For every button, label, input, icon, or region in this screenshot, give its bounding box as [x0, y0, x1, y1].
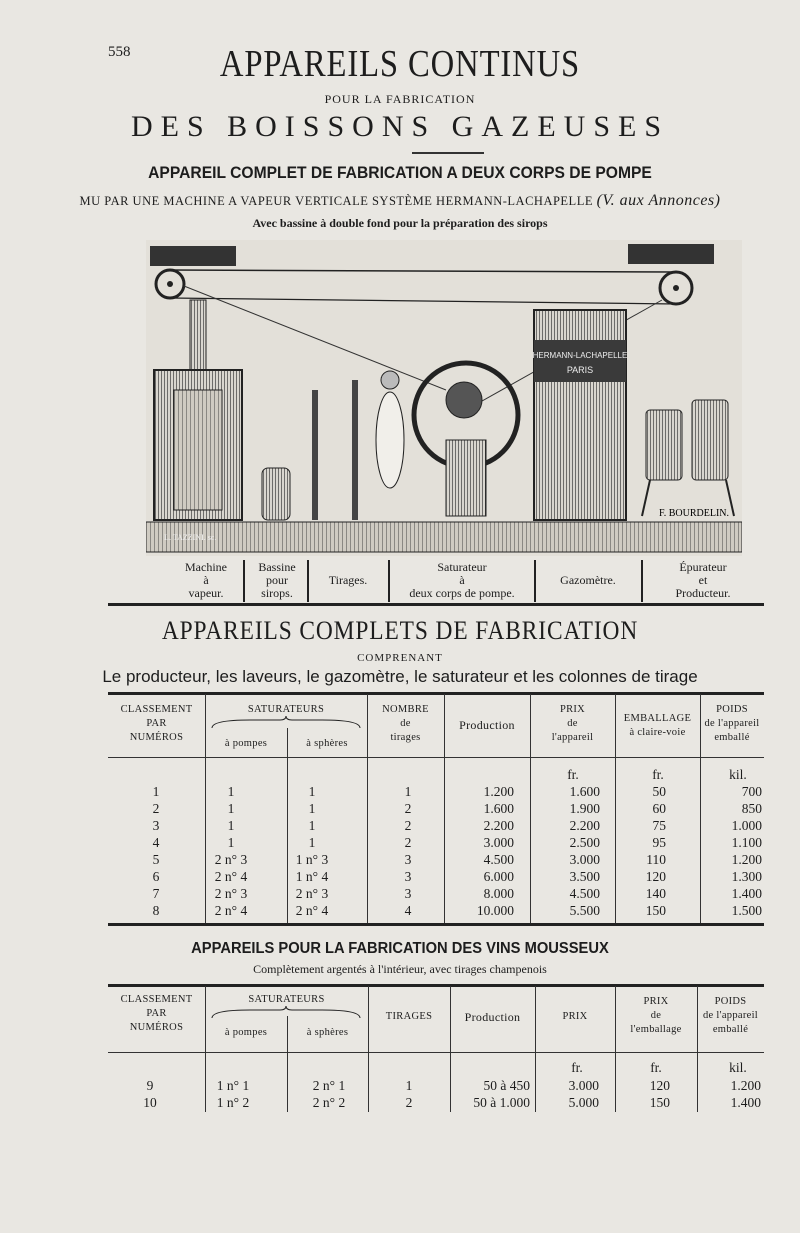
table-cell-poids: 1.200 [730, 1078, 761, 1093]
header-nombre: NOMBRE de tirages [382, 704, 429, 743]
header-classement: CLASSEMENT PAR NUMÉROS [120, 704, 193, 743]
table-cell-emballage: 150 [649, 1095, 670, 1110]
table-cell-spheres: 1 n° 3 [295, 852, 329, 867]
table-cell-pompes: 1 n° 1 [216, 1078, 250, 1093]
table-cell-num: 10 [143, 1095, 157, 1110]
table-cell-production: 10.000 [476, 903, 514, 918]
purifier-cylinder-1 [646, 410, 682, 480]
table-cell-num: 6 [152, 869, 160, 884]
caption-saturator: Saturateur à deux corps de pompe. [409, 560, 515, 600]
brace [210, 716, 362, 730]
table-cell-poids: 1.100 [731, 835, 762, 850]
table-cell-pompes: 1 n° 2 [216, 1095, 250, 1110]
table-cell-tirages: 3 [404, 869, 412, 884]
header-prix: PRIX [562, 1011, 588, 1022]
tirage-column-1 [312, 390, 318, 520]
table-cell-spheres: 1 [308, 835, 316, 850]
table-cell-prix: 3.000 [569, 852, 600, 867]
header-saturateurs: SATURATEURS [247, 704, 325, 715]
gasometer-city-label: PARIS [566, 365, 594, 375]
caption-tirages: Tirages. [328, 573, 368, 587]
table-cell-num: 3 [152, 818, 160, 833]
header-classement: CLASSEMENT PAR NUMÉROS [120, 994, 193, 1033]
table-cell-spheres: 1 [308, 818, 316, 833]
table-cell-production: 3.000 [483, 835, 514, 850]
table-cell-tirages: 3 [404, 886, 412, 901]
table-cell-spheres: 1 [308, 784, 316, 799]
table-cell-prix: 2.200 [569, 818, 600, 833]
worker-figure [376, 392, 404, 488]
table-cell-num: 9 [146, 1078, 154, 1093]
table-cell-poids: 1.300 [731, 869, 762, 884]
table-cell-production: 2.200 [483, 818, 514, 833]
table-cell-poids: 1.500 [731, 903, 762, 918]
gasometer-maker-label: HERMANN-LACHAPELLE [532, 351, 628, 360]
brace [210, 1006, 362, 1020]
subtitle-large: DES BOISSONS GAZEUSES [130, 110, 670, 143]
unit-poids: kil. [729, 767, 747, 782]
header-prix-emballage: PRIX de l'emballage [630, 996, 682, 1035]
purifier-cylinder-2 [692, 400, 728, 480]
section1-note: Avec bassine à double fond pour la préparation des sirops [252, 216, 548, 230]
table-cell-tirages: 2 [404, 818, 412, 833]
header-poids: POIDS de l'appareil emballé [704, 704, 760, 743]
table-cell-poids: 700 [741, 784, 762, 799]
table-cell-poids: 1.400 [731, 886, 762, 901]
table-cell-pompes: 2 n° 4 [214, 869, 248, 884]
table-cell-tirages: 3 [404, 852, 412, 867]
caption-steam-engine: Machine à vapeur. [185, 560, 227, 600]
subtitle-small: POUR LA FABRICATION [324, 92, 476, 106]
section2-subheading: COMPRENANT [357, 652, 443, 664]
unit-prix: fr. [571, 1060, 583, 1075]
engraver-signature: F. BOURDELIN. [658, 508, 730, 519]
unit-poids: kil. [729, 1060, 747, 1075]
section1-heading: APPAREIL COMPLET DE FABRICATION A DEUX CORPS DE POMPE [148, 163, 652, 182]
table-cell-production: 6.000 [483, 869, 514, 884]
caption-syrup-basin: Bassine pour sirops. [258, 560, 296, 600]
table-cell-num: 7 [152, 886, 160, 901]
header-saturateurs: SATURATEURS [248, 994, 325, 1005]
header-production: Production [464, 1010, 521, 1024]
table-cell-tirages: 2 [404, 835, 412, 850]
divider [108, 603, 764, 606]
page-title: APPAREILS CONTINUS [219, 43, 581, 85]
beam-right [628, 244, 714, 264]
divider [412, 152, 484, 154]
table-cell-spheres: 2 n° 4 [295, 903, 329, 918]
table-cell-spheres: 2 n° 1 [312, 1078, 346, 1093]
table-cell-production: 8.000 [483, 886, 514, 901]
engraving-illustration [146, 240, 742, 556]
table-cell-prix: 3.000 [568, 1078, 599, 1093]
table-cell-tirages: 1 [404, 784, 412, 799]
table-cell-prix: 5.500 [569, 903, 600, 918]
header-production: Production [459, 718, 515, 732]
table-cell-prix: 1.900 [569, 801, 600, 816]
table-cell-pompes: 1 [227, 835, 235, 850]
table-cell-prix: 1.600 [569, 784, 600, 799]
header-spheres: à sphères [306, 1027, 349, 1038]
header-pompes: à pompes [224, 738, 268, 749]
table-cell-tirages: 1 [405, 1078, 413, 1093]
unit-emballage: fr. [652, 767, 664, 782]
table-cell-poids: 1.000 [731, 818, 762, 833]
table-cell-tirages: 2 [405, 1095, 413, 1110]
table-cell-production: 50 à 450 [483, 1078, 530, 1093]
steam-engine-chimney [190, 300, 206, 370]
table-cell-num: 2 [152, 801, 160, 816]
caption-gasometer: Gazomètre. [560, 573, 616, 587]
section1-line-paren: (V. aux Annonces) [596, 192, 721, 209]
table-cell-spheres: 2 n° 3 [295, 886, 329, 901]
table-cell-pompes: 1 [227, 801, 235, 816]
header-prix: PRIX de l'appareil [551, 704, 594, 743]
page-number: 558 [108, 44, 131, 60]
table-cell-spheres: 1 [308, 801, 316, 816]
table-cell-prix: 2.500 [569, 835, 600, 850]
table-cell-emballage: 120 [645, 869, 666, 884]
table-cell-pompes: 1 [227, 784, 235, 799]
header-tirages: TIRAGES [385, 1011, 433, 1022]
unit-prix-emballage: fr. [650, 1060, 662, 1075]
table-cell-prix: 3.500 [569, 869, 600, 884]
engraver-signature-left: L. TAZZINI. sc. [164, 533, 217, 542]
table-cell-production: 1.200 [483, 784, 514, 799]
table-cell-pompes: 2 n° 3 [214, 886, 248, 901]
header-emballage: EMBALLAGE à claire-voie [623, 713, 692, 738]
table-cell-production: 50 à 1.000 [473, 1095, 530, 1110]
table-cell-poids: 850 [741, 801, 762, 816]
table-cell-prix: 5.000 [568, 1095, 599, 1110]
section2-heading: APPAREILS COMPLETS DE FABRICATION [161, 616, 639, 645]
header-spheres: à sphères [306, 738, 348, 749]
syrup-basin [262, 468, 290, 520]
caption-purifier: Épurateur et Producteur. [675, 560, 731, 600]
table-cell-tirages: 4 [404, 903, 412, 918]
table-cell-emballage: 95 [652, 835, 666, 850]
table-cell-emballage: 120 [649, 1078, 670, 1093]
saturator-sphere [446, 382, 482, 418]
table-cell-prix: 4.500 [569, 886, 600, 901]
table-cell-spheres: 1 n° 4 [295, 869, 329, 884]
table-cell-pompes: 2 n° 3 [214, 852, 248, 867]
floor [146, 522, 742, 552]
table-cell-num: 8 [152, 903, 160, 918]
section1-line-text: MU PAR UNE MACHINE A VAPEUR VERTICALE SYSTÈME HERMANN-LACHAPELLE [79, 194, 593, 208]
section1-description [0, 192, 800, 210]
table-cell-pompes: 2 n° 4 [214, 903, 248, 918]
tirage-column-2 [352, 380, 358, 520]
table-cell-production: 1.600 [483, 801, 514, 816]
table-cell-num: 1 [152, 784, 160, 799]
table-cell-production: 4.500 [483, 852, 514, 867]
table-cell-poids: 1.400 [730, 1095, 761, 1110]
table-cell-emballage: 140 [645, 886, 666, 901]
table-cell-tirages: 2 [404, 801, 412, 816]
unit-prix: fr. [567, 767, 579, 782]
table-cell-emballage: 60 [652, 801, 666, 816]
beam-left [150, 246, 236, 266]
table-cell-emballage: 50 [652, 784, 666, 799]
table-cell-emballage: 75 [652, 818, 666, 833]
table-cell-emballage: 110 [646, 852, 666, 867]
table-cell-pompes: 1 [227, 818, 235, 833]
header-poids: POIDS de l'appareil emballé [702, 996, 759, 1035]
table-cell-poids: 1.200 [731, 852, 762, 867]
section2-description: Le producteur, les laveurs, le gazomètre, le saturateur et les colonnes de tirage [102, 667, 698, 686]
section3-heading: APPAREILS POUR LA FABRICATION DES VINS MOUSSEUX [191, 940, 609, 957]
section3-subheading: Complètement argentés à l'intérieur, avec tirages champenois [253, 962, 547, 976]
header-pompes: à pompes [224, 1027, 268, 1038]
table-cell-num: 4 [152, 835, 160, 850]
table-cell-emballage: 150 [645, 903, 666, 918]
table-cell-num: 5 [152, 852, 160, 867]
table-cell-spheres: 2 n° 2 [312, 1095, 346, 1110]
